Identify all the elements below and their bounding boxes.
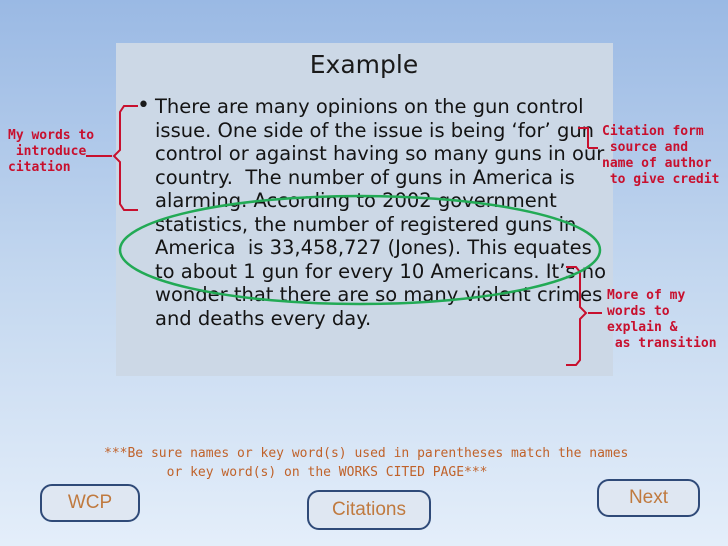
works-cited-reminder: ***Be sure names or key word(s) used in parentheses match the names or key word(s) on the WORKS CITED PAGE***: [104, 446, 629, 480]
body-line: and deaths every day.: [155, 306, 372, 330]
body-line: control or against having so many guns in our: [155, 142, 605, 165]
body-line: America is 33,458,727 (Jones). This equates: [155, 236, 592, 259]
body-line: to about 1 gun for every 10 Americans. It’s no: [155, 259, 607, 283]
citations-button[interactable]: Citations: [307, 490, 431, 530]
right-bracket-bottom: [566, 267, 586, 365]
body-line: issue. One side of the issue is being ‘for’ gun: [155, 118, 595, 142]
next-button[interactable]: Next: [597, 479, 700, 517]
wcp-button[interactable]: WCP: [40, 484, 140, 522]
bullet-point: •: [137, 93, 150, 118]
right-bracket-top: [578, 128, 588, 148]
body-line: country. The number of guns in America is: [155, 165, 575, 189]
citation-form-note: Citation form source and name of author to give credit: [602, 124, 720, 187]
slide-title: Example: [309, 50, 419, 79]
body-line: There are many opinions on the gun control: [155, 95, 584, 118]
transition-note: More of my words to explain & as transition: [607, 288, 717, 351]
citation-circle: [120, 196, 603, 306]
left-bracket: [114, 106, 138, 210]
body-line: alarming. According to 2002 government: [155, 189, 557, 212]
body-line: statistics, the number of registered guns in: [155, 212, 577, 236]
introduce-citation-note: My words to introduce citation: [8, 128, 95, 175]
body-line: wonder that there are so many violent crimes: [155, 283, 603, 306]
